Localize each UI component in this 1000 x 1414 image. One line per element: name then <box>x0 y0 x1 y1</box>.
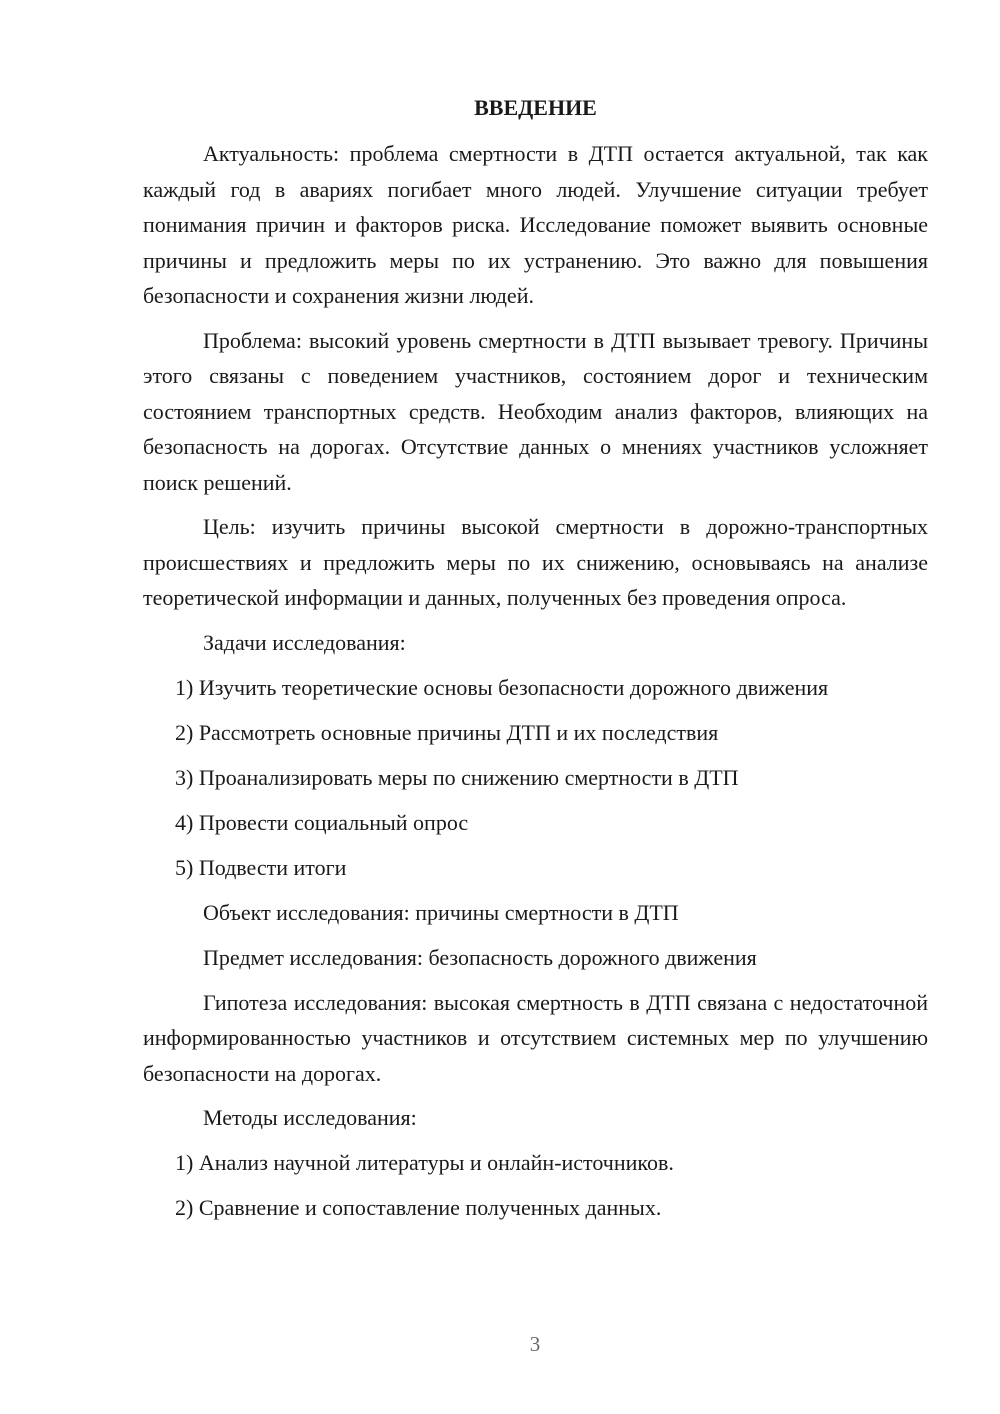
methods-heading: Методы исследования: <box>203 1105 417 1130</box>
tasks-heading: Задачи исследования: <box>203 629 406 655</box>
task-item: 3) Проанализировать меры по снижению смертности в ДТП <box>175 764 739 790</box>
section-title: ВВЕДЕНИЕ <box>474 95 597 120</box>
research-object: Объект исследования: причины смертности в ДТП <box>203 899 679 925</box>
method-item: 1) Анализ научной литературы и онлайн-источников. <box>175 1150 674 1175</box>
page-number: 3 <box>529 1332 541 1356</box>
research-subject: Предмет исследования: безопасность дорожного движения <box>203 944 757 970</box>
problem-paragraph: Проблема: высокий уровень смертности в ДТП вызывает тревогу. Причины этого связаны с поведением участников, состоянием дорог и техническим состоянием транспортных средств. Необходим анализ факторов, влияющих на безопасность на дорогах. Отсутствие данных о мнениях участников усложняет поиск решений. <box>143 327 928 495</box>
method-item: 2) Сравнение и сопоставление полученных данных. <box>175 1195 662 1220</box>
goal-paragraph: Цель: изучить причины высокой смертности в дорожно-транспортных происшествиях и предложить меры по их снижению, основываясь на анализе теоретической информации и данных, полученных без проведения опроса. <box>143 514 928 610</box>
task-item: 4) Провести социальный опрос <box>175 809 469 835</box>
task-item: 1) Изучить теоретические основы безопасности дорожного движения <box>175 674 829 700</box>
relevance-paragraph: Актуальность: проблема смертности в ДТП остается актуальной, так как каждый год в авариях погибает много людей. Улучшение ситуации требует понимания причин и факторов риска. Исследование поможет выявить основные причины и предложить меры по их устранению. Это важно для повышения безопасности и сохранения жизни людей. <box>143 141 928 308</box>
document-page <box>143 90 928 1235</box>
hypothesis-paragraph: Гипотеза исследования: высокая смертность в ДТП связана с недостаточной информированностью участников и отсутствием системных мер по улучшению безопасности на дорогах. <box>143 989 928 1086</box>
task-item: 5) Подвести итоги <box>175 854 347 880</box>
task-item: 2) Рассмотреть основные причины ДТП и их последствия <box>175 719 719 745</box>
